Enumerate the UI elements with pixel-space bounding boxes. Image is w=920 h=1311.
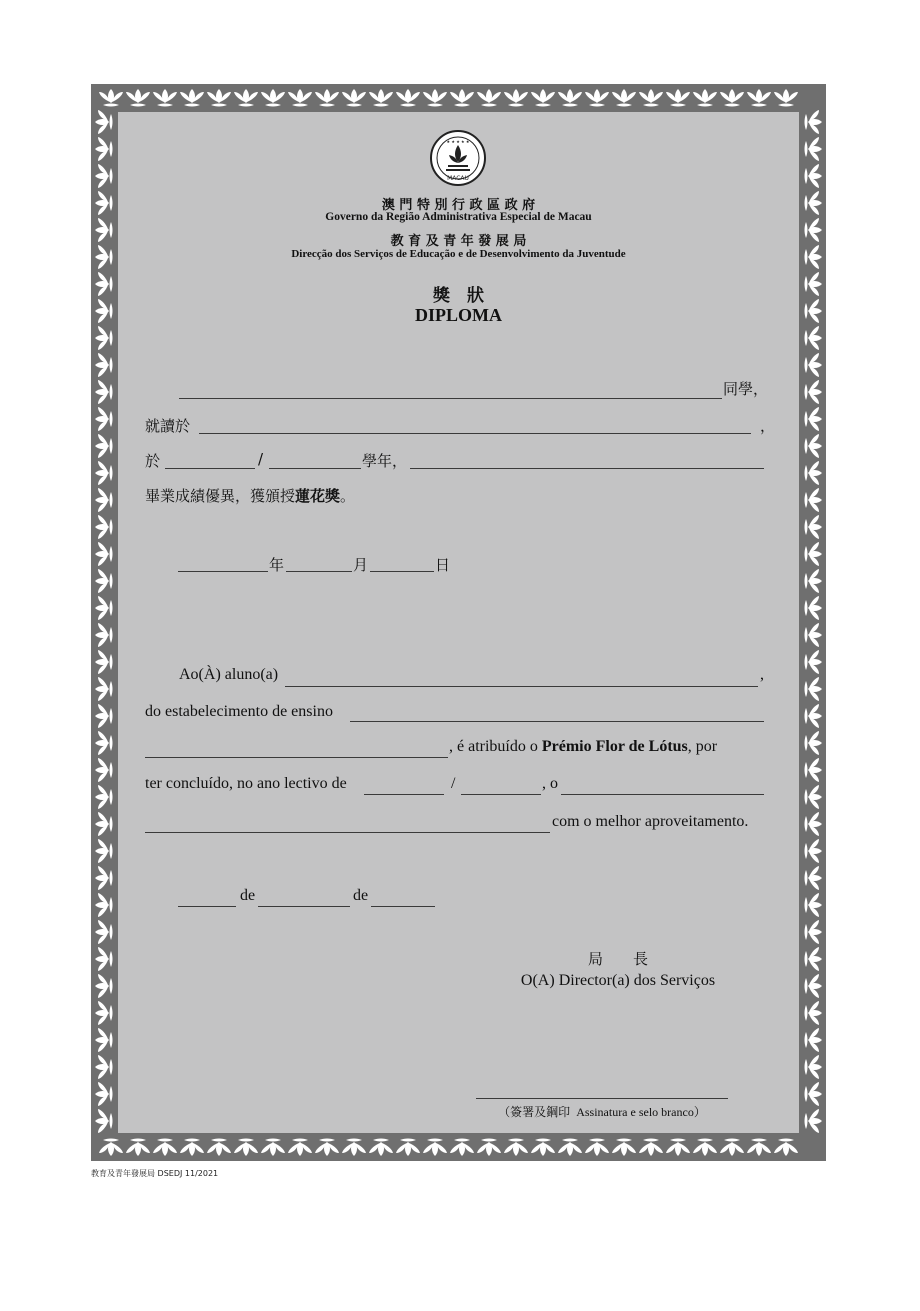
year-suffix-zh: 學年，: [362, 452, 408, 470]
government-name-pt: Governo da Região Administrativa Especial de Macau: [325, 211, 592, 223]
school-name-line-pt[interactable]: [350, 721, 764, 722]
year-prefix-zh: 於: [145, 452, 161, 470]
diploma-frame: [91, 84, 826, 1161]
caption-open: （: [498, 1105, 511, 1119]
government-name-zh: 澳 門 特 別 行 政 區 政 府: [381, 198, 536, 213]
director-title-pt: O(A) Director(a) dos Serviços: [520, 972, 716, 989]
diploma-title-en: DIPLOMA: [415, 305, 502, 325]
award-text-zh: 畢業成績優異，獲頒授: [145, 487, 296, 505]
course-line-pt[interactable]: [561, 794, 764, 795]
date-de1-pt: de: [240, 887, 256, 904]
department-name-pt: Direcção dos Serviços de Educação e de Desenvolvimento da Juventude: [291, 248, 626, 260]
macau-emblem-icon: [429, 129, 487, 187]
diploma-title-zh: 獎 狀: [433, 286, 484, 306]
diploma-panel: [118, 112, 799, 1133]
department-name-zh: 教 育 及 青 年 發 展 局: [390, 234, 527, 249]
date-day-line-pt[interactable]: [178, 906, 236, 907]
date-de2-pt: de: [353, 887, 369, 904]
form-code: 教育及青年發展局 DSEDJ 11/2021: [91, 1169, 219, 1178]
student-suffix-zh: 同學，: [723, 380, 769, 398]
date-month-line-pt[interactable]: [258, 906, 350, 907]
award-pre-pt: , é atribuído o: [449, 738, 542, 755]
date-year-line-zh[interactable]: [178, 571, 268, 572]
year-slash-zh: /: [258, 450, 264, 468]
caption-close: ）: [693, 1105, 706, 1119]
year-end-line-zh[interactable]: [269, 468, 361, 469]
date-day-line-zh[interactable]: [370, 571, 434, 572]
year-slash-pt: /: [451, 775, 456, 792]
award-end-zh: 。: [340, 487, 356, 505]
award-name-zh: 蓮花獎: [295, 487, 341, 505]
date-day-label-zh: 日: [435, 556, 451, 574]
director-title-zh: 局 長: [587, 950, 648, 968]
school-suffix-zh: ，: [760, 417, 776, 435]
result-text-pt: com o melhor aproveitamento.: [552, 813, 749, 830]
caption-pt: Assinatura e selo branco: [576, 1105, 694, 1119]
date-month-line-zh[interactable]: [286, 571, 352, 572]
student-prefix-pt: Ao(À) aluno(a): [179, 666, 279, 683]
date-year-label-zh: 年: [269, 556, 285, 574]
student-name-line-pt[interactable]: [285, 686, 758, 687]
year-prefix-pt: ter concluído, no ano lectivo de: [145, 775, 347, 792]
signature-caption: [476, 1103, 728, 1120]
school-prefix-zh: 就讀於: [145, 417, 191, 435]
award-statement-zh: [145, 485, 355, 506]
school-name-line-zh[interactable]: [199, 433, 751, 434]
year-end-line-pt[interactable]: [461, 794, 541, 795]
signature-line[interactable]: [476, 1098, 728, 1099]
caption-zh: 簽署及鋼印: [510, 1105, 571, 1119]
year-o-pt: , o: [542, 775, 558, 792]
student-suffix-pt: ,: [760, 666, 764, 683]
date-month-label-zh: 月: [353, 556, 369, 574]
school-name-line-pt-2[interactable]: [145, 757, 448, 758]
emblem-text: MACAU: [447, 175, 469, 182]
year-start-line-zh[interactable]: [165, 468, 255, 469]
school-prefix-pt: do estabelecimento de ensino: [145, 703, 333, 720]
course-line-zh[interactable]: [410, 468, 764, 469]
course-line-pt-2[interactable]: [145, 832, 550, 833]
date-year-line-pt[interactable]: [371, 906, 435, 907]
award-name-pt: Prémio Flor de Lótus: [541, 738, 688, 755]
svg-text:★ ★ ★ ★ ★: ★ ★ ★ ★ ★: [446, 139, 470, 144]
year-start-line-pt[interactable]: [364, 794, 444, 795]
student-name-line-zh[interactable]: [179, 398, 722, 399]
award-post-pt: , por: [687, 738, 718, 755]
award-statement-pt: [449, 738, 717, 756]
